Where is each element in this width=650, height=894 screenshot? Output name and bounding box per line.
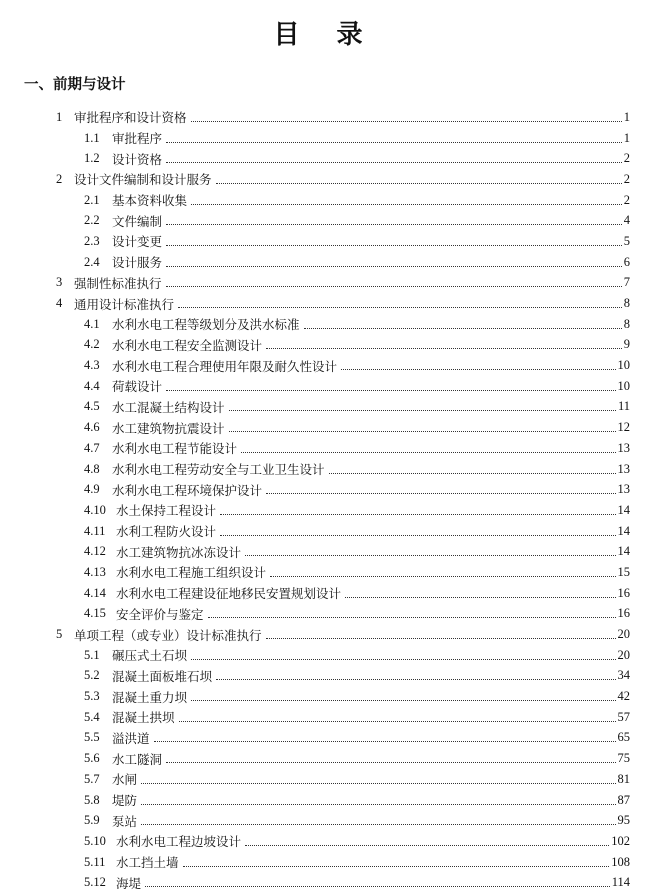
toc-entry-title: 设计服务: [112, 255, 163, 271]
toc-entry-title: 堤防: [112, 793, 138, 809]
toc-entry-number: 4.3: [84, 358, 100, 373]
toc-entry-title: 水利水电工程安全监测设计: [112, 337, 263, 353]
toc-entry-title: 水利水电工程施工组织设计: [116, 565, 267, 581]
toc-entry-page: 81: [617, 771, 630, 786]
toc-entry-page: 13: [617, 440, 630, 455]
toc-entry-number: 3: [56, 275, 63, 290]
toc-entry-number: 4.15: [84, 606, 106, 621]
dot-leader: [304, 328, 622, 329]
toc-entry-page: 8: [623, 316, 630, 331]
toc-entry-title: 水工建筑物抗冰冻设计: [116, 544, 242, 560]
toc-entry[interactable]: [0, 500, 650, 521]
toc-entry-page: 15: [617, 564, 630, 579]
toc-entry-number: 5.4: [84, 709, 100, 724]
dot-leader: [166, 762, 615, 763]
toc-entry-title: 审批程序和设计资格: [74, 110, 187, 126]
toc-entry-number: 2.3: [84, 233, 100, 248]
dot-leader: [229, 410, 616, 411]
dot-leader: [191, 204, 622, 205]
toc-entry-title: 水利水电工程建设征地移民安置规划设计: [116, 586, 342, 602]
toc-entry[interactable]: [0, 686, 650, 707]
dot-leader: [229, 431, 616, 432]
toc-entry[interactable]: [0, 831, 650, 852]
dot-leader: [179, 721, 616, 722]
toc-entry-page: 65: [617, 730, 630, 745]
toc-entry[interactable]: [0, 624, 650, 645]
toc-entry-title: 水利水电工程等级划分及洪水标准: [112, 317, 300, 333]
toc-entry-page: 1: [623, 130, 630, 145]
toc-entry[interactable]: [0, 541, 650, 562]
toc-entry-number: 4.10: [84, 502, 106, 517]
toc-entry-page: 11: [617, 399, 630, 414]
toc-entry-title: 混凝土拱坝: [112, 710, 175, 726]
toc-entry-page: 16: [617, 606, 630, 621]
dot-leader: [345, 597, 615, 598]
table-of-contents: [0, 107, 650, 893]
toc-entry-number: 4: [56, 296, 63, 311]
toc-entry-page: 87: [617, 792, 630, 807]
toc-entry-number: 5.7: [84, 771, 100, 786]
toc-entry[interactable]: [0, 231, 650, 252]
toc-entry[interactable]: [0, 335, 650, 356]
toc-entry-page: 14: [617, 523, 630, 538]
toc-entry-title: 荷载设计: [112, 379, 163, 395]
dot-leader: [266, 348, 622, 349]
toc-entry-title: 水利水电工程边坡设计: [116, 834, 242, 850]
toc-entry[interactable]: [0, 872, 650, 893]
toc-entry-title: 水工隧洞: [112, 751, 163, 767]
toc-entry[interactable]: [0, 190, 650, 211]
toc-entry[interactable]: [0, 293, 650, 314]
toc-entry-title: 碾压式土石坝: [112, 648, 188, 664]
toc-entry-title: 水工挡土墙: [116, 855, 179, 871]
toc-entry-number: 5.11: [84, 854, 106, 869]
toc-entry-page: 9: [623, 337, 630, 352]
toc-entry-number: 1.2: [84, 151, 100, 166]
toc-entry-number: 5.5: [84, 730, 100, 745]
toc-entry-page: 57: [617, 709, 630, 724]
dot-leader: [266, 493, 615, 494]
toc-entry-title: 设计变更: [112, 234, 163, 250]
toc-entry-number: 4.14: [84, 585, 106, 600]
toc-entry[interactable]: [0, 790, 650, 811]
dot-leader: [220, 535, 615, 536]
dot-leader: [166, 162, 622, 163]
toc-entry-title: 水工混凝土结构设计: [112, 399, 225, 415]
dot-leader: [241, 452, 615, 453]
dot-leader: [191, 700, 615, 701]
toc-entry-page: 75: [617, 751, 630, 766]
dot-leader: [245, 555, 615, 556]
toc-entry-number: 5.1: [84, 647, 100, 662]
toc-entry-title: 海堤: [116, 875, 142, 891]
toc-entry-title: 设计文件编制和设计服务: [74, 172, 212, 188]
toc-entry[interactable]: [0, 397, 650, 418]
toc-entry-title: 水利水电工程节能设计: [112, 441, 238, 457]
toc-entry-page: 1: [623, 109, 630, 124]
toc-entry-title: 水工建筑物抗震设计: [112, 420, 225, 436]
toc-entry-title: 水利工程防火设计: [116, 524, 217, 540]
toc-entry[interactable]: [0, 769, 650, 790]
toc-entry-page: 102: [611, 833, 630, 848]
toc-entry[interactable]: [0, 459, 650, 480]
toc-entry[interactable]: [0, 604, 650, 625]
toc-entry-page: 13: [617, 461, 630, 476]
dot-leader: [216, 679, 615, 680]
toc-entry-number: 5.10: [84, 833, 106, 848]
toc-entry-page: 8: [623, 296, 630, 311]
toc-entry[interactable]: [0, 314, 650, 335]
dot-leader: [166, 224, 622, 225]
toc-entry-number: 2: [56, 171, 63, 186]
toc-entry[interactable]: [0, 376, 650, 397]
toc-entry[interactable]: [0, 479, 650, 500]
dot-leader: [141, 804, 615, 805]
toc-entry-page: 108: [611, 854, 630, 869]
toc-entry-page: 14: [617, 502, 630, 517]
toc-entry[interactable]: [0, 562, 650, 583]
toc-entry-title: 安全评价与鉴定: [116, 606, 204, 622]
toc-entry[interactable]: [0, 417, 650, 438]
toc-entry-number: 2.4: [84, 254, 100, 269]
toc-entry-page: 10: [617, 358, 630, 373]
toc-entry[interactable]: [0, 210, 650, 231]
toc-entry[interactable]: [0, 748, 650, 769]
toc-entry-page: 2: [623, 171, 630, 186]
toc-entry-page: 2: [623, 192, 630, 207]
toc-entry-page: 5: [623, 233, 630, 248]
part-heading: 一、前期与设计: [24, 77, 126, 93]
toc-entry-title: 审批程序: [112, 131, 163, 147]
dot-leader: [216, 183, 622, 184]
toc-entry-page: 4: [623, 213, 630, 228]
toc-entry-number: 5: [56, 627, 63, 642]
toc-entry-number: 4.4: [84, 378, 100, 393]
toc-entry-number: 2.1: [84, 192, 100, 207]
toc-entry-page: 13: [617, 482, 630, 497]
dot-leader: [245, 845, 609, 846]
toc-entry-page: 20: [617, 627, 630, 642]
toc-entry-title: 通用设计标准执行: [74, 296, 175, 312]
toc-entry-number: 4.1: [84, 316, 100, 331]
toc-entry-title: 水闸: [112, 772, 138, 788]
toc-entry-number: 2.2: [84, 213, 100, 228]
dot-leader: [270, 576, 615, 577]
dot-leader: [141, 783, 615, 784]
toc-entry-title: 强制性标准执行: [74, 275, 162, 291]
dot-leader: [166, 390, 615, 391]
toc-entry[interactable]: [0, 438, 650, 459]
toc-entry[interactable]: [0, 810, 650, 831]
dot-leader: [145, 886, 610, 887]
toc-entry[interactable]: [0, 707, 650, 728]
toc-entry-page: 42: [617, 689, 630, 704]
toc-entry[interactable]: [0, 666, 650, 687]
toc-entry[interactable]: [0, 128, 650, 149]
toc-entry-title: 单项工程（或专业）设计标准执行: [74, 627, 262, 643]
toc-entry-page: 95: [617, 813, 630, 828]
dot-leader: [141, 824, 615, 825]
toc-entry-number: 5.12: [84, 875, 106, 890]
dot-leader: [329, 473, 616, 474]
toc-entry-number: 5.2: [84, 668, 100, 683]
toc-entry-number: 4.12: [84, 544, 106, 559]
toc-entry-page: 2: [623, 151, 630, 166]
dot-leader: [266, 638, 616, 639]
toc-entry-number: 5.6: [84, 751, 100, 766]
toc-entry-number: 4.13: [84, 564, 106, 579]
toc-entry-number: 4.11: [84, 523, 106, 538]
toc-entry-title: 混凝土重力坝: [112, 689, 188, 705]
toc-entry-page: 14: [617, 544, 630, 559]
toc-entry[interactable]: [0, 852, 650, 873]
toc-entry[interactable]: [0, 169, 650, 190]
dot-leader: [166, 245, 622, 246]
toc-entry-title: 水利水电工程环境保护设计: [112, 482, 263, 498]
toc-entry-page: 16: [617, 585, 630, 600]
toc-entry-title: 混凝土面板堆石坝: [112, 668, 213, 684]
toc-entry-title: 基本资料收集: [112, 193, 188, 209]
toc-entry-number: 4.9: [84, 482, 100, 497]
page-title: 目 录: [273, 20, 377, 50]
toc-entry-title: 泵站: [112, 813, 138, 829]
toc-entry-page: 20: [617, 647, 630, 662]
toc-entry-number: 1: [56, 109, 63, 124]
toc-entry-number: 4.6: [84, 420, 100, 435]
toc-entry-number: 4.2: [84, 337, 100, 352]
toc-entry-number: 5.9: [84, 813, 100, 828]
toc-entry-title: 溢洪道: [112, 730, 150, 746]
toc-entry-number: 1.1: [84, 130, 100, 145]
toc-entry[interactable]: [0, 273, 650, 294]
toc-entry-page: 34: [617, 668, 630, 683]
toc-entry-number: 4.8: [84, 461, 100, 476]
toc-entry-title: 水利水电工程合理使用年限及耐久性设计: [112, 358, 338, 374]
dot-leader: [191, 659, 615, 660]
toc-entry-page: 12: [617, 420, 630, 435]
toc-entry-number: 4.7: [84, 440, 100, 455]
toc-entry-title: 设计资格: [112, 151, 163, 167]
toc-entry-title: 水利水电工程劳动安全与工业卫生设计: [112, 462, 325, 478]
dot-leader: [341, 369, 615, 370]
toc-entry[interactable]: [0, 521, 650, 542]
toc-entry-page: 6: [623, 254, 630, 269]
toc-entry-number: 5.8: [84, 792, 100, 807]
toc-entry[interactable]: [0, 355, 650, 376]
dot-leader: [220, 514, 615, 515]
toc-entry-number: 4.5: [84, 399, 100, 414]
toc-entry[interactable]: [0, 728, 650, 749]
toc-entry[interactable]: [0, 583, 650, 604]
toc-entry-page: 10: [617, 378, 630, 393]
dot-leader: [208, 617, 616, 618]
dot-leader: [191, 121, 622, 122]
toc-entry[interactable]: [0, 252, 650, 273]
toc-entry-title: 水土保持工程设计: [116, 503, 217, 519]
toc-entry[interactable]: [0, 645, 650, 666]
toc-entry-page: 7: [623, 275, 630, 290]
toc-entry[interactable]: [0, 148, 650, 169]
dot-leader: [166, 286, 622, 287]
dot-leader: [166, 266, 622, 267]
toc-entry-number: 5.3: [84, 689, 100, 704]
dot-leader: [183, 866, 610, 867]
dot-leader: [166, 142, 622, 143]
toc-entry-title: 文件编制: [112, 213, 163, 229]
dot-leader: [178, 307, 622, 308]
toc-entry[interactable]: [0, 107, 650, 128]
dot-leader: [154, 741, 616, 742]
toc-entry-page: 114: [611, 875, 630, 890]
